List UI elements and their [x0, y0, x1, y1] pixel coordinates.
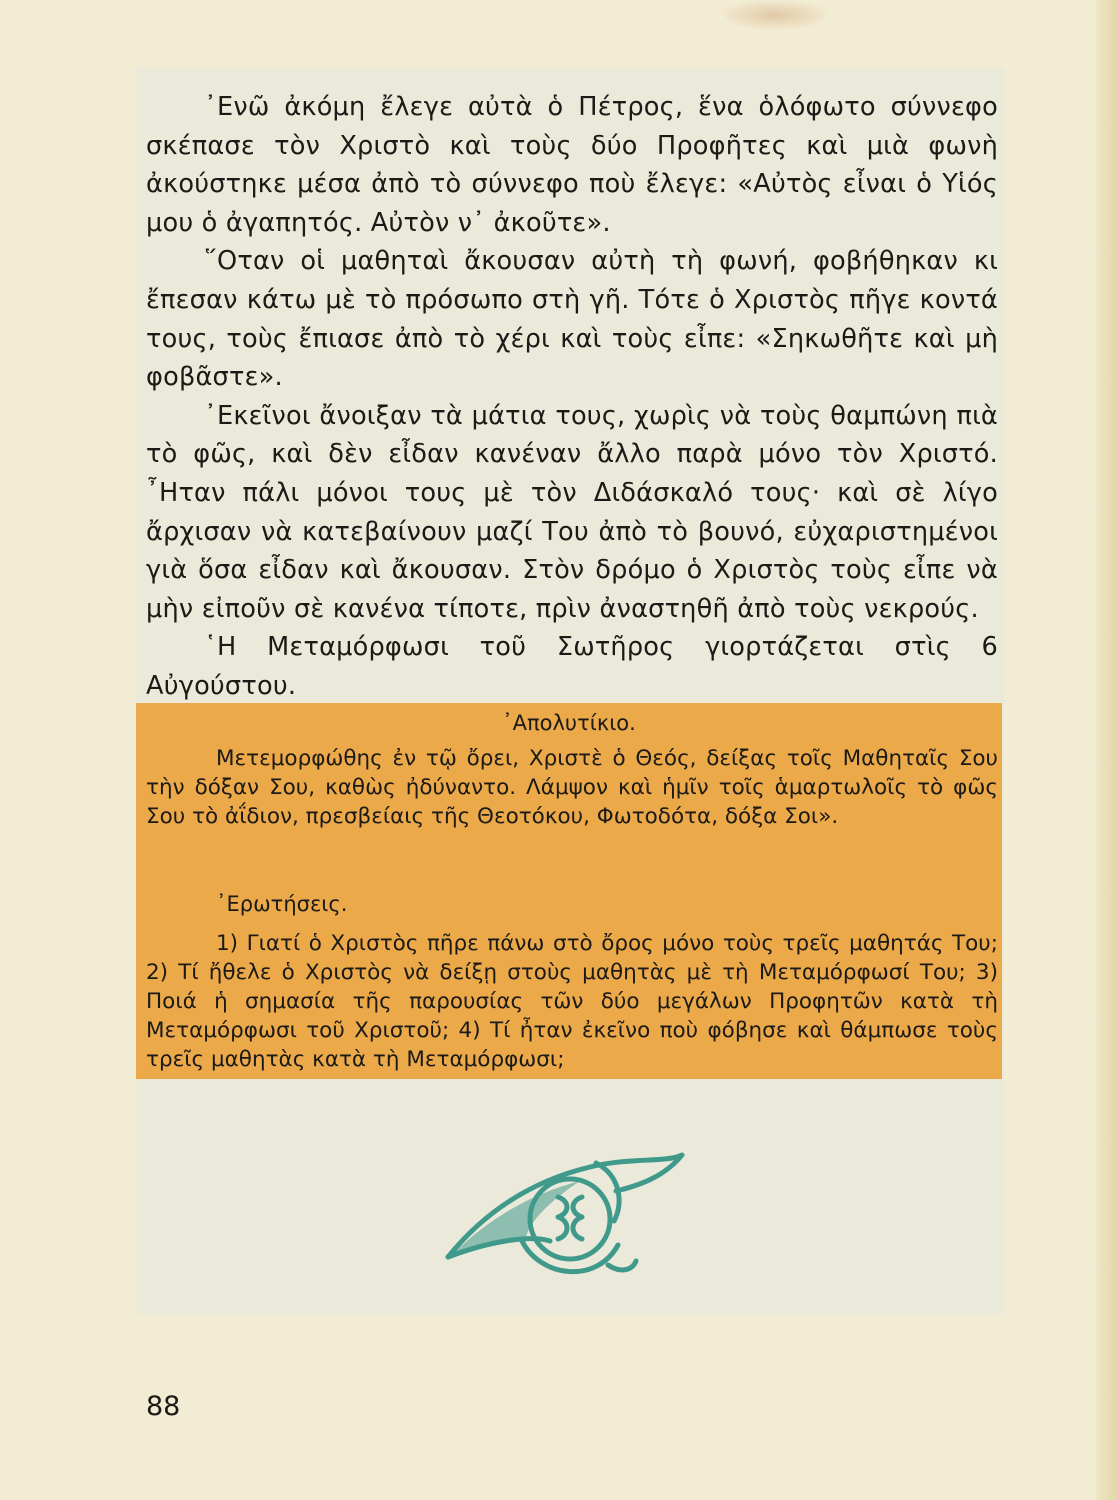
- fish-ornament-icon: [430, 1145, 690, 1295]
- questions-text: [146, 929, 998, 1074]
- apolytikio-title: ᾿Απολυτίκιο.: [502, 711, 636, 735]
- apolytikio-text: [146, 744, 998, 831]
- paragraph-1: ᾿Ενῶ ἀκόμη ἔλεγε αὐτὰ ὁ Πέτρος, ἕνα ὁλόφωτο σύννεφο σκέπασε τὸν Χριστὸ καὶ τοὺς δύο Προφῆτες καὶ μιὰ φωνὴ ἀκούστηκε μέσα ἀπὸ τὸ σύννεφο ποὺ ἔλεγε: «Αὐτὸς εἶναι ὁ Υἱός μου ὁ ἀγαπητός. Αὐτὸν ν᾿ ἀκοῦτε».: [146, 92, 998, 238]
- page-edge: [1096, 0, 1118, 1500]
- paragraph-3: ᾿Εκεῖνοι ἄνοιξαν τὰ μάτια τους, χωρὶς νὰ τοὺς θαμπώνη πιὰ τὸ φῶς, καὶ δὲν εἶδαν κανέναν ἄλλο παρὰ μόνο τὸν Χριστό. ῏Ηταν πάλι μόνοι τους μὲ τὸν Διδάσκαλό τους· καὶ σὲ λίγο ἄρχισαν νὰ κατεβαίνουν μαζί Του ἀπὸ τὸ βουνό, εὐχαριστημένοι γιὰ ὅσα εἶδαν καὶ ἄκουσαν. Στὸν δρόμο ὁ Χριστὸς τοὺς εἶπε νὰ μὴν εἰποῦν σὲ κανένα τίποτε, πρὶν ἀναστηθῆ ἀπὸ τοὺς νεκρούς.: [146, 400, 998, 624]
- paragraph-4: ῾Η Μεταμόρφωσι τοῦ Σωτῆρος γιορτάζεται στὶς 6 Αὐγούστου.: [146, 632, 998, 701]
- page-number: 88: [146, 1391, 181, 1422]
- questions-paragraph: 1) Γιατί ὁ Χριστὸς πῆρε πάνω στὸ ὄρος μόνο τοὺς τρεῖς μαθητάς Του; 2) Τί ἤθελε ὁ Χριστὸς νὰ δείξῃ στοὺς μαθητὰς μὲ τὴ Μεταμόρφωσί Του; 3) Ποιά ἡ σημασία τῆς παρουσίας τῶν δύο μεγάλων Προφητῶν κατὰ τὴ Μεταμόρφωσι τοῦ Χριστοῦ; 4) Τί ἦταν ἐκεῖνο ποὺ φόβησε καὶ θάμπωσε τοὺς τρεῖς μαθητὰς κατὰ τὴ Μεταμόρφωσι;: [146, 931, 998, 1072]
- apolytikio-paragraph: Μετεμορφώθης ἐν τῷ ὄρει, Χριστὲ ὁ Θεός, δείξας τοῖς Μαθηταῖς Σου τὴν δόξαν Σου, καθὼς ἠδύναντο. Λάμψον καὶ ἡμῖν τοῖς ἁμαρτωλοῖς τὸ φῶς Σου τὸ ἀΐδιον, πρεσβείαις τῆς Θεοτόκου, Φωτοδότα, δόξα Σοι».: [146, 746, 998, 829]
- paragraph-2: ῞Οταν οἱ μαθηταὶ ἄκουσαν αὐτὴ τὴ φωνή, φοβήθηκαν κι ἔπεσαν κάτω μὲ τὸ πρόσωπο στὴ γῆ. Τότε ὁ Χριστὸς πῆγε κοντά τους, τοὺς ἔπιασε ἀπὸ τὸ χέρι καὶ τοὺς εἶπε: «Σηκωθῆτε καὶ μὴ φοβᾶστε».: [146, 246, 998, 393]
- main-text: [146, 88, 998, 706]
- questions-title: ᾿Ερωτήσεις.: [216, 892, 348, 916]
- paper-stain: [720, 0, 830, 30]
